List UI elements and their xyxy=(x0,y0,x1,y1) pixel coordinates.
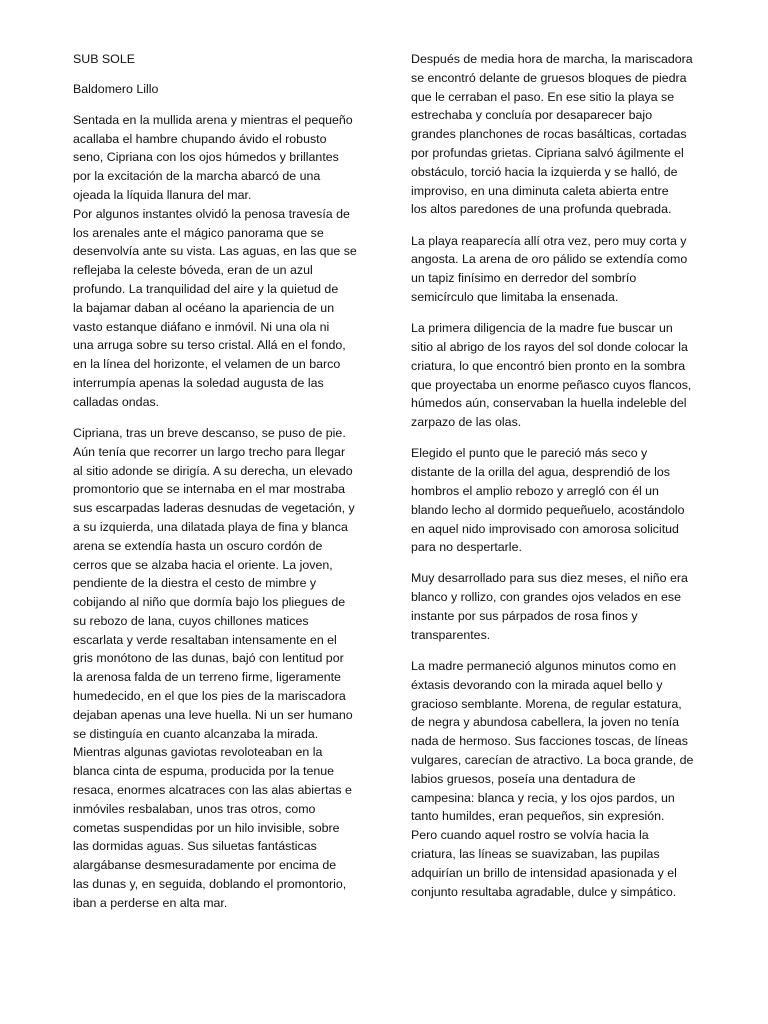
text-line: reflejaba la celeste bóveda, eran de un azul xyxy=(73,263,313,278)
text-line: Después de media hora de marcha, la mariscadora xyxy=(411,52,693,66)
paragraph-gap xyxy=(411,645,711,657)
text-line: la arenosa falda de un terreno firme, ligeramente xyxy=(73,670,341,685)
text-line: humedecido, en el que los pies de la mariscadora xyxy=(73,689,346,704)
text-line: vulgares, carecían de atractivo. La boca grande, de xyxy=(411,753,694,768)
text-line: calladas ondas. xyxy=(73,394,160,409)
text-line: las dormidas aguas. Sus siluetas fantásticas xyxy=(73,839,317,854)
text-line: promontorio que se internaba en el mar mostraba xyxy=(73,482,346,497)
document-title: SUB SOLE xyxy=(73,52,135,66)
text-line: éxtasis devorando con la mirada aquel bello y xyxy=(411,677,663,692)
text-line: Cipriana, tras un breve descanso, se puso de pie. xyxy=(73,425,346,440)
paragraph-gap xyxy=(73,412,373,424)
text-line: instante por sus párpados de rosa finos y xyxy=(411,609,638,624)
text-line: cerros que se alzaba hacia el oriente. La joven, xyxy=(73,557,333,572)
text-line: estrechaba y concluía por desaparecer bajo xyxy=(411,108,653,123)
text-line: Muy desarrollado para sus diez meses, el niño era xyxy=(411,571,688,586)
text-line: criatura, las líneas se suavizaban, las pupilas xyxy=(411,847,660,862)
text-line: improviso, en una diminuta caleta abierta entre xyxy=(411,183,669,198)
document-author: Baldomero Lillo xyxy=(73,82,159,97)
paragraph-gap xyxy=(411,307,711,319)
text-line: por la excitación de la marcha abarcó de una xyxy=(73,169,321,184)
paragraph-gap xyxy=(411,219,711,231)
text-line: escarlata y verde resaltaban intensamente en el xyxy=(73,632,337,647)
paragraph xyxy=(411,569,711,644)
text-line: en la línea del horizonte, el velamen de un barco xyxy=(73,357,341,372)
text-line: blando lecho al dormido pequeñuelo, acostándolo xyxy=(411,502,685,517)
right-body-text xyxy=(411,50,711,901)
text-line: arena se extendía hasta un oscuro cordón de xyxy=(73,538,323,553)
paragraph xyxy=(411,319,711,432)
text-line: blanco y rollizo, con grandes ojos velados en ese xyxy=(411,590,682,605)
text-line: sitio al abrigo de los rayos del sol donde colocar la xyxy=(411,339,688,354)
right-column xyxy=(411,50,711,901)
left-body-text xyxy=(73,111,373,913)
text-line: obstáculo, torció hacia la izquierda y se halló, de xyxy=(411,164,678,179)
text-line: inmóviles resbalaban, unos tras otros, como xyxy=(73,801,316,816)
text-line: blanca cinta de espuma, producida por la tenue xyxy=(73,764,335,779)
text-line: Por algunos instantes olvidó la penosa travesía de xyxy=(73,206,350,221)
text-line: Mientras algunas gaviotas revoloteaban en la xyxy=(73,745,323,760)
paragraph xyxy=(73,111,373,412)
text-line: criatura, lo que encontró bien pronto en la sombra xyxy=(411,358,686,373)
text-line: iban a perderse en alta mar. xyxy=(73,895,228,910)
paragraph xyxy=(411,444,711,557)
text-line: sus escarpadas laderas desnudas de vegetación, y xyxy=(73,501,355,516)
text-line: su rebozo de lana, cuyos chillones matices xyxy=(73,613,309,628)
text-line: conjunto resultaba agradable, dulce y simpático. xyxy=(411,884,677,899)
text-line: Sentada en la mullida arena y mientras el pequeño xyxy=(73,112,353,127)
text-line: vasto estanque diáfano e inmóvil. Ni una ola ni xyxy=(73,319,330,334)
paragraph-gap xyxy=(411,557,711,569)
text-line: nada de hermoso. Sus facciones toscas, de líneas xyxy=(411,734,688,749)
text-line: La madre permaneció algunos minutos como en xyxy=(411,659,677,674)
text-line: para no despertarle. xyxy=(411,540,522,555)
paragraph xyxy=(411,232,711,307)
text-line: por profundas grietas. Cipriana salvó ágilmente el xyxy=(411,145,684,160)
text-line: campesina: blanca y recia, y los ojos pardos, un xyxy=(411,790,675,805)
paragraph xyxy=(411,50,711,219)
text-line: en aquel nido improvisado con amorosa solicitud xyxy=(411,521,679,536)
text-line: ojeada la líquida llanura del mar. xyxy=(73,187,252,202)
text-line: se encontró delante de gruesos bloques de piedra xyxy=(411,70,687,85)
text-line: labios gruesos, poseía una dentadura de xyxy=(411,771,636,786)
text-line: un tapiz finísimo en derredor del sombrío xyxy=(411,271,637,286)
text-line: gris monótono de las dunas, bajó con lentitud por xyxy=(73,651,344,666)
paragraph xyxy=(411,657,711,901)
text-line: la bajamar daban al océano la apariencia de un xyxy=(73,300,335,315)
text-line: adquirían un brillo de intensidad apasionada y el xyxy=(411,865,677,880)
text-line: profundo. La tranquilidad del aire y la quietud de xyxy=(73,281,339,296)
text-line: los altos paredones de una profunda quebrada. xyxy=(411,202,672,217)
text-line: desenvolvía ante su vista. Las aguas, en las que se xyxy=(73,244,357,259)
text-line: resaca, enormes alcatraces con las alas abiertas e xyxy=(73,783,352,798)
text-line: semicírculo que limitaba la ensenada. xyxy=(411,289,619,304)
text-line: hombros el amplio rebozo y arregló con él un xyxy=(411,483,659,498)
text-line: interrumpía apenas la soledad augusta de las xyxy=(73,375,324,390)
text-line: grandes planchones de rocas basálticas, cortadas xyxy=(411,127,687,142)
paragraph xyxy=(73,424,373,913)
text-line: pendiente de la diestra el cesto de mimbre y xyxy=(73,576,317,591)
text-line: húmedos aún, conservaban la huella indeleble del xyxy=(411,396,687,411)
text-line: seno, Cipriana con los ojos húmedos y brillantes xyxy=(73,150,339,165)
text-line: tanto humildes, eran pequeños, sin expresión. xyxy=(411,809,665,824)
text-line: los arenales ante el mágico panorama que se xyxy=(73,225,324,240)
text-line: una arruga sobre su terso cristal. Allá en el fondo, xyxy=(73,338,346,353)
text-line: gracioso semblante. Morena, de regular estatura, xyxy=(411,696,682,711)
text-line: angosta. La arena de oro pálido se extendía como xyxy=(411,252,688,267)
text-line: zarpazo de las olas. xyxy=(411,415,522,430)
left-column xyxy=(73,50,373,913)
text-line: cometas suspendidas por un hilo invisible, sobre xyxy=(73,820,340,835)
text-line: Aún tenía que recorrer un largo trecho para llegar xyxy=(73,444,346,459)
text-line: a su izquierda, una dilatada playa de fina y blanca xyxy=(73,519,348,534)
text-line: transparentes. xyxy=(411,627,491,642)
text-line: dejaban apenas una leve huella. Ni un ser humano xyxy=(73,707,353,722)
text-line: distante de la orilla del agua, desprendió de los xyxy=(411,465,671,480)
text-line: de negra y abundosa cabellera, la joven no tenía xyxy=(411,715,679,730)
text-line: Elegido el punto que le pareció más seco y xyxy=(411,446,648,461)
text-line: La playa reaparecía allí otra vez, pero muy corta y xyxy=(411,233,687,248)
text-line: Pero cuando aquel rostro se volvía hacia la xyxy=(411,828,649,843)
text-line: acallaba el hambre chupando ávido el robusto xyxy=(73,131,327,146)
text-line: las dunas y, en seguida, doblando el promontorio, xyxy=(73,877,347,892)
text-line: cobijando al niño que dormía bajo los pliegues de xyxy=(73,595,346,610)
text-line: alargábanse desmesuradamente por encima de xyxy=(73,858,337,873)
text-line: se distinguía en cuanto alcanzaba la mirada. xyxy=(73,726,319,741)
text-line: La primera diligencia de la madre fue buscar un xyxy=(411,321,673,336)
text-line: al sitio adonde se dirigía. A su derecha, un elevado xyxy=(73,463,353,478)
paragraph-gap xyxy=(411,432,711,444)
text-line: que le cerraban el paso. En ese sitio la playa se xyxy=(411,89,675,104)
text-line: que proyectaba un enorme peñasco cuyos flancos, xyxy=(411,377,692,392)
